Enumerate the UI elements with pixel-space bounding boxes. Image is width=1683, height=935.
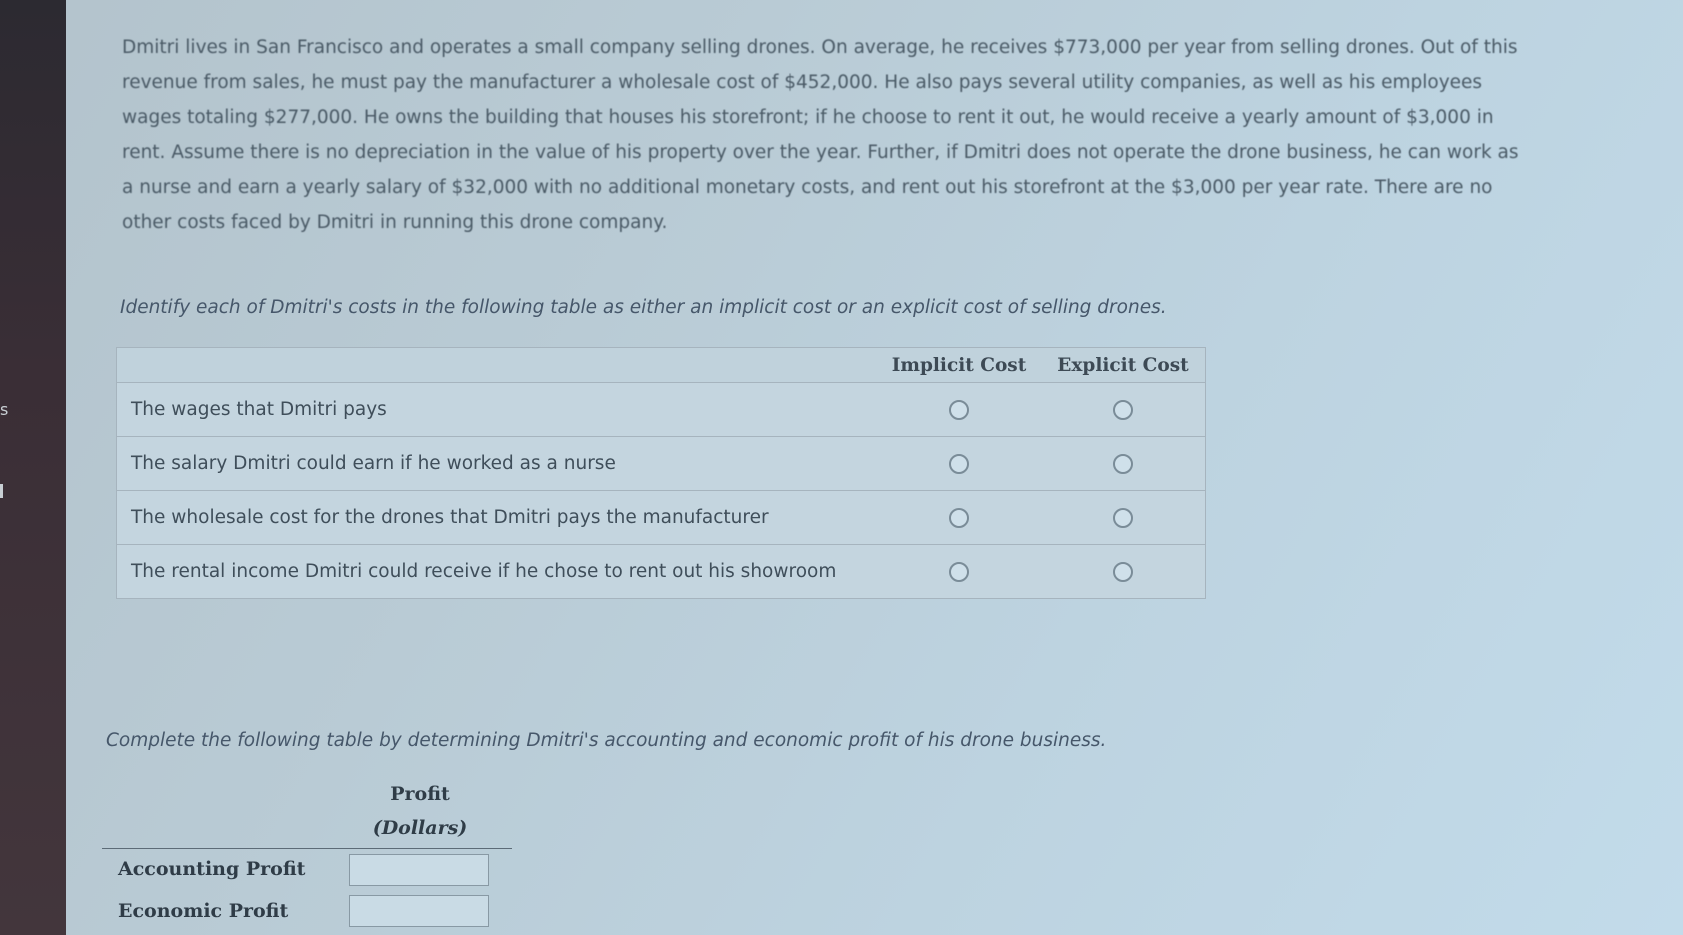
header-implicit-cost: Implicit Cost xyxy=(877,348,1041,383)
table-row xyxy=(117,491,1206,545)
implicit-cost-radio[interactable] xyxy=(949,562,969,582)
profit-header: Profit xyxy=(390,783,450,805)
passage-line: Dmitri lives in San Francisco and operates a small company selling drones. On average, he receives $773,000 per year from selling drones. Out of this xyxy=(122,37,1518,58)
explicit-radio-cell xyxy=(1041,383,1206,437)
explicit-radio-cell xyxy=(1041,437,1206,491)
passage-line: revenue from sales, he must pay the manufacturer a wholesale cost of $452,000. He also pays several utility companies, as well as his employees xyxy=(122,72,1483,93)
accounting-profit-input[interactable] xyxy=(349,854,489,886)
header-explicit-cost: Explicit Cost xyxy=(1041,348,1206,383)
profit-units-header: (Dollars) xyxy=(372,817,468,839)
passage-line: wages totaling $277,000. He owns the building that houses his storefront; if he choose to rent it out, he would receive a yearly amount of $3,000 in xyxy=(122,107,1494,128)
profit-table-instruction: Complete the following table by determining Dmitri's accounting and economic profit of his drone business. xyxy=(106,730,1107,751)
table-row xyxy=(117,545,1206,599)
passage-line: rent. Assume there is no depreciation in the value of his property over the year. Further, if Dmitri does not operate the drone business, he can work as xyxy=(122,142,1519,163)
table-row xyxy=(117,383,1206,437)
implicit-radio-cell xyxy=(877,491,1041,545)
table-header-row xyxy=(117,348,1206,383)
implicit-cost-radio[interactable] xyxy=(949,454,969,474)
left-window-edge xyxy=(0,0,66,935)
edge-mark: s xyxy=(0,400,9,419)
explicit-cost-radio[interactable] xyxy=(1113,562,1133,582)
explicit-cost-radio[interactable] xyxy=(1113,400,1133,420)
row-label: The wages that Dmitri pays xyxy=(117,383,878,437)
passage-line: a nurse and earn a yearly salary of $32,000 with no additional monetary costs, and rent out his storefront at the $3,000 per year rate. There are no xyxy=(122,177,1493,198)
problem-passage xyxy=(122,30,1552,240)
header-blank xyxy=(117,348,878,383)
explicit-cost-radio[interactable] xyxy=(1113,508,1133,528)
implicit-radio-cell xyxy=(877,545,1041,599)
implicit-radio-cell xyxy=(877,437,1041,491)
row-label: The salary Dmitri could earn if he worked as a nurse xyxy=(117,437,878,491)
cost-classification-table xyxy=(116,347,1206,599)
passage-line: other costs faced by Dmitri in running this drone company. xyxy=(122,212,668,233)
economic-profit-input[interactable] xyxy=(349,895,489,927)
implicit-radio-cell xyxy=(877,383,1041,437)
edge-mark-bar xyxy=(0,484,3,498)
explicit-radio-cell xyxy=(1041,491,1206,545)
implicit-cost-radio[interactable] xyxy=(949,400,969,420)
implicit-cost-radio[interactable] xyxy=(949,508,969,528)
explicit-cost-radio[interactable] xyxy=(1113,454,1133,474)
row-label: The rental income Dmitri could receive if he chose to rent out his showroom xyxy=(117,545,878,599)
economic-profit-label: Economic Profit xyxy=(118,900,289,922)
cost-table-instruction: Identify each of Dmitri's costs in the following table as either an implicit cost or an explicit cost of selling drones. xyxy=(120,297,1167,318)
accounting-profit-label: Accounting Profit xyxy=(118,858,306,880)
table-row xyxy=(117,437,1206,491)
explicit-radio-cell xyxy=(1041,545,1206,599)
profit-header-divider xyxy=(102,848,512,849)
row-label: The wholesale cost for the drones that Dmitri pays the manufacturer xyxy=(117,491,878,545)
